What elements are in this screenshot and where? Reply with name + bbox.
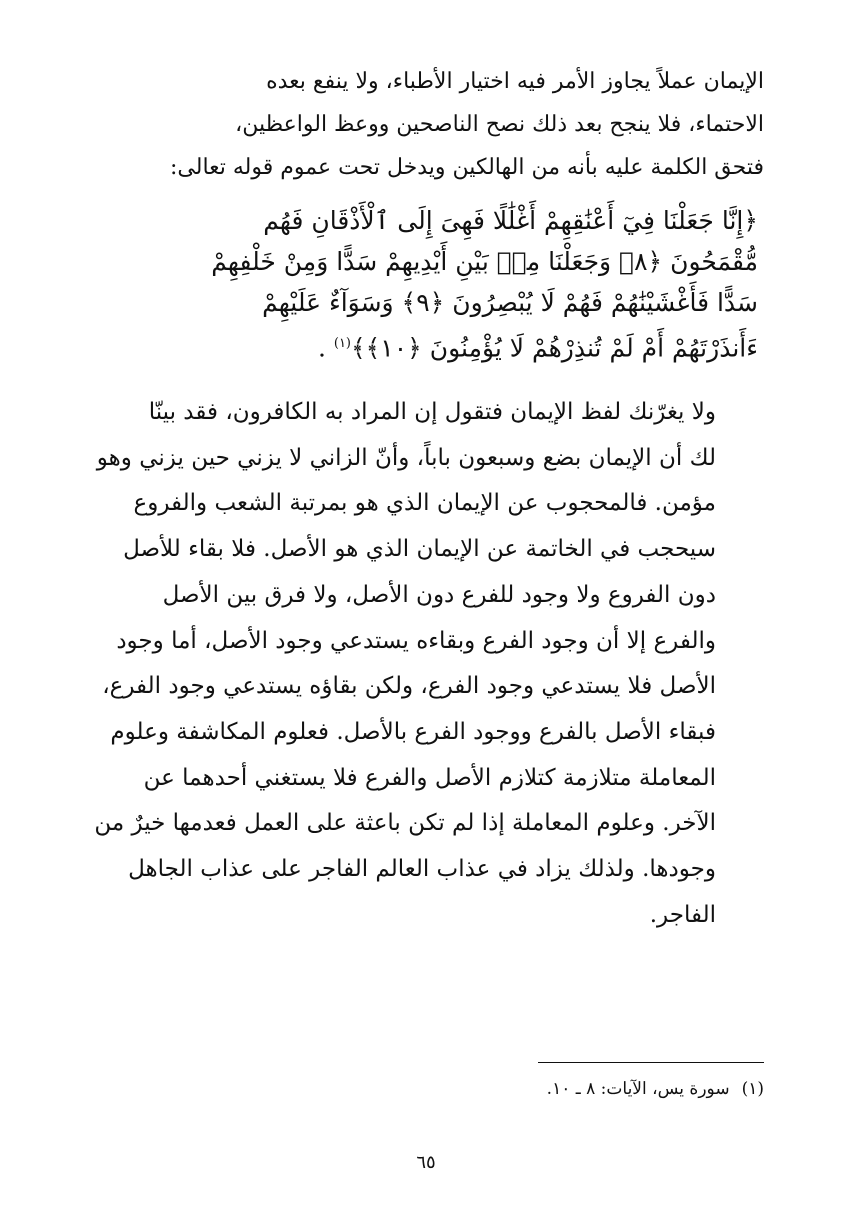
text-line: الإيمان عملاً يجاوز الأمر فيه اختيار الأطباء، ولا ينفع بعده xyxy=(266,69,764,94)
paragraph-main xyxy=(88,390,764,938)
text-line: دون الفروع ولا وجود للفرع دون الأصل، ولا فرق بين الأصل xyxy=(162,581,716,608)
verse-end-mark: . xyxy=(317,333,326,363)
text-line: وجودها. ولذلك يزاد في عذاب العالم الفاجر على عذاب الجاهل xyxy=(128,856,716,883)
footnote-text: سورة يس، الآيات: ٨ ـ ١٠. xyxy=(546,1079,730,1099)
footnote-divider xyxy=(538,1062,764,1063)
text-line: الفاجر. xyxy=(649,901,716,928)
text-line: مؤمن. فالمحجوب عن الإيمان الذي هو بمرتبة الشعب والفروع xyxy=(133,490,716,517)
paragraph-top xyxy=(88,60,764,189)
text-line: والفرع إلا أن وجود الفرع وبقاءه يستدعي وجود الأصل، أما وجود xyxy=(116,627,716,654)
page-number: ٦٥ xyxy=(416,1152,436,1173)
footnote-marker: (١) xyxy=(741,1079,764,1099)
text-line: المعاملة متلازمة كتلازم الأصل والفرع فلا يستغني أحدهما عن xyxy=(143,764,716,791)
verse-line: ﴿إِنَّا جَعَلْنَا فِيٓ أَعْنَٰقِهِمْ أَغْلَٰلًا فَهِىَ إِلَى ٱلْأَذْقَانِ فَهُم xyxy=(263,206,758,235)
footnote xyxy=(547,1076,764,1102)
verse-line-last xyxy=(88,323,758,368)
text-line: الأصل فلا يستدعي وجود الفرع، ولكن بقاؤه يستدعي وجود الفرع، xyxy=(102,673,716,700)
verse-line: مُّقْمَحُونَ ﴿٨﴾ وَجَعَلْنَا مِنۢ بَيْنِ أَيْدِيهِمْ سَدًّا وَمِنْ خَلْفِهِمْ xyxy=(211,247,758,276)
footnote-reference: (١) xyxy=(333,336,351,351)
text-line: الآخر. وعلوم المعاملة إذا لم تكن باعثة على العمل فعدمها خيرٌ من xyxy=(94,810,716,837)
text-line: ولا يغرّنك لفظ الإيمان فتقول إن المراد به الكافرون، فقد بينّا xyxy=(148,399,716,425)
verse-line: سَدًّا فَأَغْشَيْنَٰهُمْ فَهُمْ لَا يُبْصِرُونَ ﴿٩﴾ وَسَوَآءٌ عَلَيْهِمْ xyxy=(262,288,758,317)
quran-verse xyxy=(88,200,764,368)
text-line: فبقاء الأصل بالفرع ووجود الفرع بالأصل. فعلوم المكاشفة وعلوم xyxy=(110,718,716,745)
text-line: لك أن الإيمان بضع وسبعون باباً، وأنّ الزاني لا يزني حين يزني وهو xyxy=(96,444,716,471)
text-line: الاحتماء، فلا ينجح بعد ذلك نصح الناصحين ووعظ الواعظين، xyxy=(235,112,764,137)
text-line: سيحجب في الخاتمة عن الإيمان الذي هو الأصل. فلا بقاء للأصل xyxy=(123,536,716,563)
verse-line: ءَأَنذَرْتَهُمْ أَمْ لَمْ تُنذِرْهُمْ لَا يُؤْمِنُونَ ﴿١٠﴾﴾ xyxy=(351,333,758,363)
text-line: فتحق الكلمة عليه بأنه من الهالكين ويدخل تحت عموم قوله تعالى: xyxy=(170,155,764,180)
